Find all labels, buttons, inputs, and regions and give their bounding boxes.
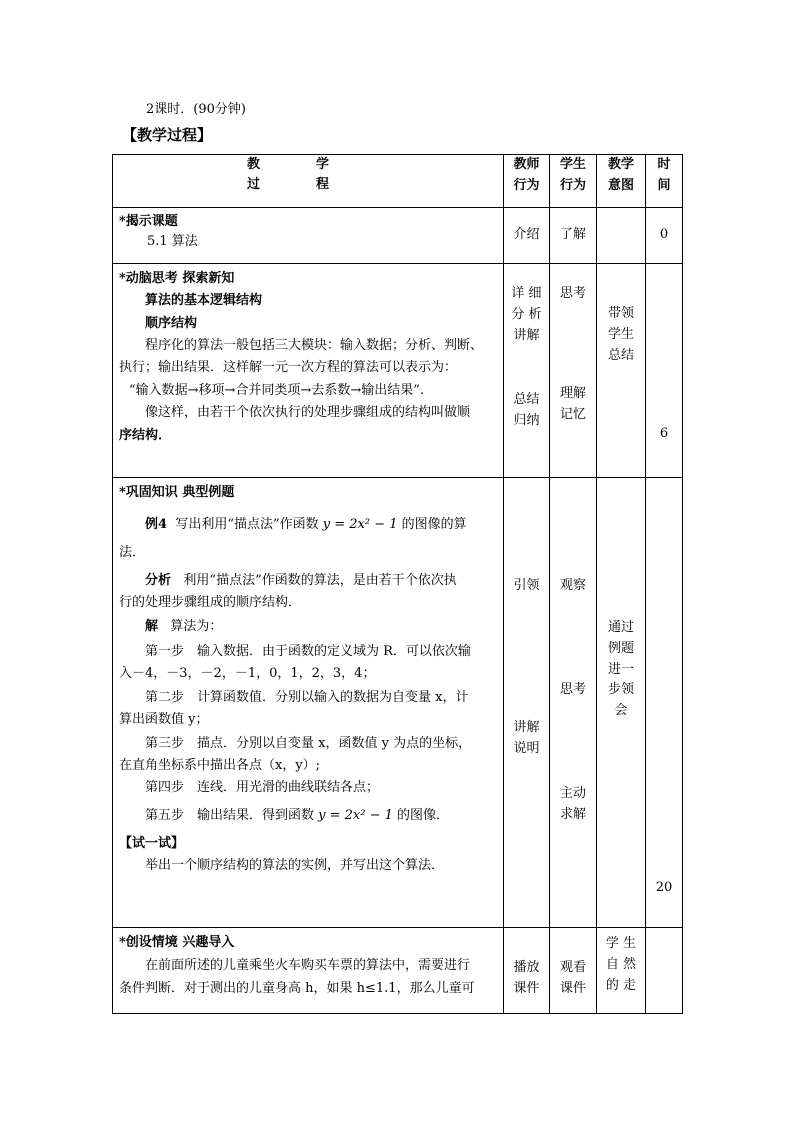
row2-teacher bbox=[504, 264, 550, 478]
row2-time-text: 6 bbox=[659, 426, 669, 441]
row4-time bbox=[646, 928, 683, 1014]
header-intent-line1: 教学 bbox=[607, 157, 634, 172]
row4-student-line2: 课件 bbox=[559, 980, 586, 996]
row1-teacher-text: 介绍 bbox=[513, 227, 540, 243]
header-time bbox=[646, 155, 683, 208]
row3-intent-line1: 通过 bbox=[607, 620, 634, 635]
row2-para2: “输入数据→移项→合并同类项→去系数→输出结果”. bbox=[129, 382, 424, 398]
row4-para-line1: 在前面所述的儿童乘坐火车购买车票的算法中，需要进行 bbox=[145, 957, 471, 973]
row2-subtitle-1: 算法的基本逻辑结构 bbox=[145, 293, 263, 309]
example-text-b: 的图像的算 bbox=[401, 517, 467, 533]
table-row bbox=[113, 478, 683, 928]
row2-teacher1-line3: 讲解 bbox=[513, 327, 540, 343]
row2-para3-line1: 像这样，由若干个依次执行的处理步骤组成的结构叫做顺 bbox=[145, 405, 471, 421]
row4-title: *创设情境 兴趣导入 bbox=[119, 935, 235, 950]
lesson-table bbox=[112, 154, 683, 1014]
row3-teacher2-line2: 说明 bbox=[513, 740, 540, 756]
row3-time bbox=[646, 478, 683, 928]
row4-process bbox=[113, 928, 504, 1014]
header-time-line1: 时 bbox=[657, 157, 671, 172]
example-label: 例4 bbox=[145, 517, 168, 533]
row3-time-text: 20 bbox=[655, 880, 673, 895]
analysis-line1: 利用“描点法”作函数的算法，是由若干个依次执 bbox=[183, 573, 457, 589]
row1-student bbox=[550, 208, 597, 264]
row3-student2: 思考 bbox=[559, 682, 586, 697]
row4-para-line2: 条件判断．对于测出的儿童身高 h，如果 h≤1.1，那么儿童可 bbox=[119, 980, 475, 996]
try-title: 【试一试】 bbox=[119, 836, 185, 852]
example-text-a: 写出利用“描点法”作函数 bbox=[175, 517, 319, 533]
header-time-line2: 间 bbox=[657, 177, 671, 193]
row2-intent-line1: 带领 bbox=[607, 306, 634, 321]
header-student bbox=[550, 155, 597, 208]
row3-intent-line5: 会 bbox=[614, 703, 628, 719]
row2-intent-line3: 总结 bbox=[607, 347, 634, 363]
row1-title: *揭示课题 bbox=[119, 214, 178, 229]
row2-para1-line1: 程序化的算法一般包括三大模块：输入数据；分析、判断、 bbox=[145, 338, 484, 354]
table-row bbox=[113, 208, 683, 264]
row2-intent bbox=[597, 264, 646, 478]
step5-text-a: 第五步 输出结果．得到函数 bbox=[145, 808, 315, 824]
header-student-line2: 行为 bbox=[559, 177, 586, 193]
header-intent bbox=[597, 155, 646, 208]
row4-intent-line1: 学 生 bbox=[605, 936, 637, 951]
row4-intent-line3: 的 走 bbox=[605, 977, 637, 993]
header-teacher-line1: 教师 bbox=[513, 157, 540, 172]
table-header-row bbox=[113, 155, 683, 208]
header-teacher bbox=[504, 155, 550, 208]
row2-teacher1-line1: 详 细 bbox=[511, 286, 542, 301]
header-teacher-line2: 行为 bbox=[513, 177, 540, 193]
row3-title: *巩固知识 典型例题 bbox=[119, 485, 235, 500]
row3-intent-line2: 例题 bbox=[607, 640, 634, 656]
solution-label: 解 bbox=[145, 619, 159, 635]
row1-time-text: 0 bbox=[659, 227, 669, 243]
row3-student bbox=[550, 478, 597, 928]
section-title: 【教学过程】 bbox=[122, 126, 213, 144]
row4-student-line1: 观看 bbox=[559, 960, 586, 975]
row4-intent-line2: 自 然 bbox=[605, 956, 637, 972]
row2-process bbox=[113, 264, 504, 478]
row1-teacher bbox=[504, 208, 550, 264]
row2-student1: 思考 bbox=[559, 286, 586, 301]
step3-line1: 第三步 描点．分别以自变量 x，函数值 y 为点的坐标， bbox=[145, 735, 472, 751]
analysis-label: 分析 bbox=[145, 573, 172, 589]
row1-process bbox=[113, 208, 504, 264]
row4-teacher-line1: 播放 bbox=[513, 960, 540, 975]
row2-student2-line2: 记忆 bbox=[559, 406, 586, 422]
step5-formula: y = 2x² − 1 bbox=[318, 808, 393, 824]
row3-student3-line2: 求解 bbox=[559, 806, 586, 822]
row2-intent-line2: 学生 bbox=[607, 326, 634, 342]
header-intent-line2: 意图 bbox=[607, 177, 634, 193]
solution-text: 算法为： bbox=[170, 619, 223, 635]
row2-teacher1-line2: 分 析 bbox=[511, 306, 542, 322]
row3-process bbox=[113, 478, 504, 928]
step5-text-b: 的图像． bbox=[397, 808, 450, 824]
header-process-line2: 过 程 bbox=[247, 177, 340, 193]
step3-line2: 在直角坐标系中描出各点（x，y）; bbox=[119, 758, 321, 774]
example-text-c: 法． bbox=[119, 545, 146, 561]
header-process-line1: 教 学 bbox=[247, 157, 340, 172]
step1-line1: 第一步 输入数据．由于函数的定义域为 R．可以依次输 bbox=[145, 643, 471, 659]
row3-teacher2-line1: 讲解 bbox=[513, 720, 540, 735]
header-student-line1: 学生 bbox=[559, 157, 586, 172]
lesson-duration: 2课时．(90分钟) bbox=[146, 102, 246, 117]
row2-student2-line1: 理解 bbox=[559, 386, 586, 401]
row3-intent-line4: 步领 bbox=[607, 682, 634, 698]
row2-para3-line2: 序结构． bbox=[119, 427, 172, 443]
row1-time bbox=[646, 208, 683, 264]
step4: 第四步 连线．用光滑的曲线联结各点； bbox=[145, 780, 380, 796]
row1-intent bbox=[597, 208, 646, 264]
table-row bbox=[113, 928, 683, 1014]
row4-teacher bbox=[504, 928, 550, 1014]
row3-teacher1: 引领 bbox=[513, 578, 540, 593]
row3-intent-line3: 进一 bbox=[607, 661, 634, 677]
row1-student-text: 了解 bbox=[559, 227, 586, 243]
example-formula: y = 2x² − 1 bbox=[322, 517, 398, 533]
table-row bbox=[113, 264, 683, 478]
step2-line1: 第二步 计算函数值．分别以输入的数据为自变量 x，计 bbox=[145, 689, 469, 705]
row4-teacher-line2: 课件 bbox=[513, 980, 540, 996]
step1-line2: 入－4，－3，－2，－1，0，1，2，3，4； bbox=[119, 665, 376, 681]
row2-teacher2-line1: 总结 bbox=[513, 392, 540, 407]
step2-line2: 算出函数值 y； bbox=[119, 711, 209, 727]
row3-student3-line1: 主动 bbox=[559, 786, 586, 801]
row4-student bbox=[550, 928, 597, 1014]
row2-time bbox=[646, 264, 683, 478]
row3-teacher bbox=[504, 478, 550, 928]
header-process bbox=[113, 155, 504, 208]
analysis-line2: 行的处理步骤组成的顺序结构． bbox=[119, 595, 302, 611]
row3-student1: 观察 bbox=[559, 578, 586, 593]
row1-body: 5.1 算法 bbox=[147, 234, 198, 250]
row2-student bbox=[550, 264, 597, 478]
row3-intent bbox=[597, 478, 646, 928]
row2-teacher2-line2: 归纳 bbox=[513, 412, 540, 428]
row2-subtitle-2: 顺序结构 bbox=[145, 315, 198, 331]
try-text: 举出一个顺序结构的算法的实例，并写出这个算法． bbox=[145, 858, 445, 874]
row2-para1-line2: 执行；输出结果．这样解一元一次方程的算法可以表示为： bbox=[119, 360, 458, 376]
row2-title: *动脑思考 探索新知 bbox=[119, 271, 235, 286]
row4-intent bbox=[597, 928, 646, 1014]
